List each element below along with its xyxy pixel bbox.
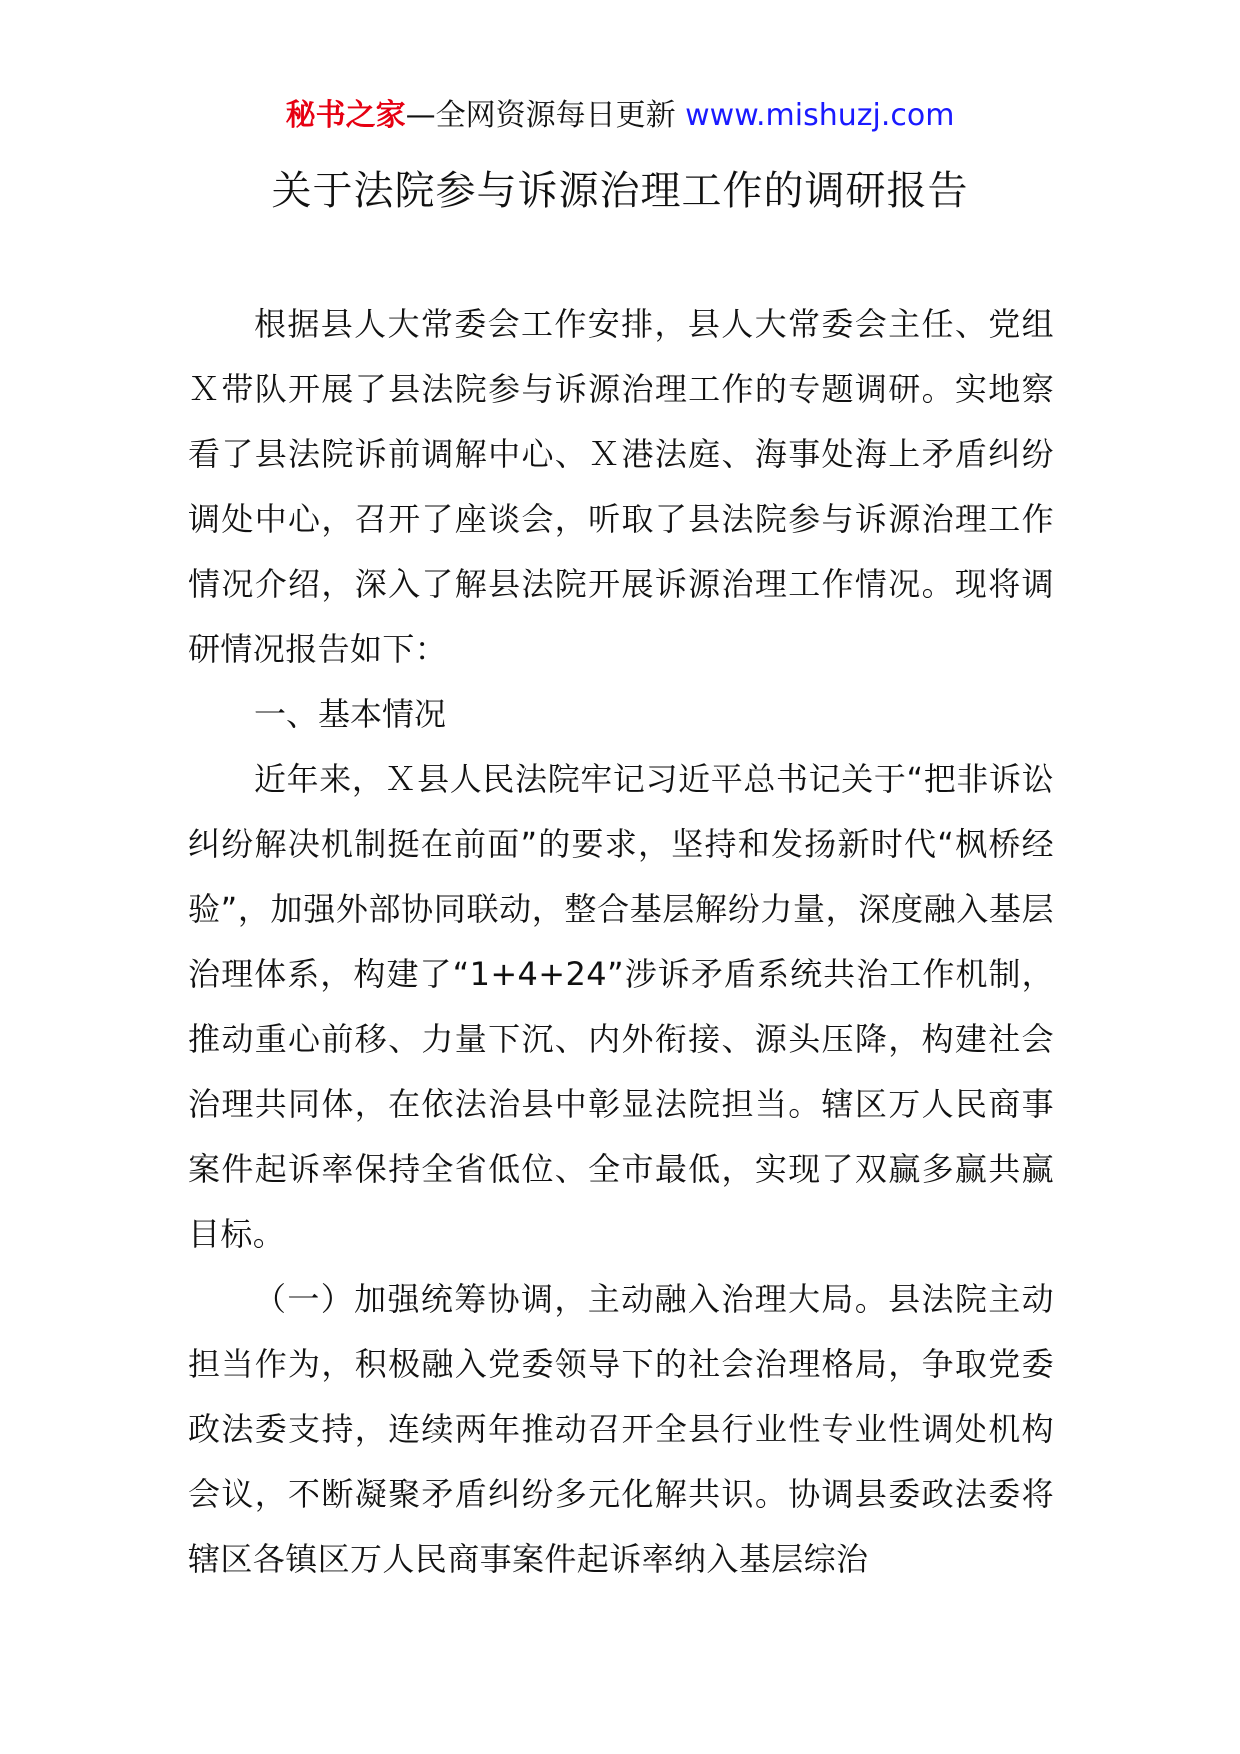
- site-brand: 秘书之家: [285, 98, 406, 133]
- overview-paragraph: 近年来，Ｘ县人民法院牢记习近平总书记关于“把非诉讼纠纷解决机制挺在前面”的要求，坚持和发扬新时代“枫桥经验”，加强外部协同联动，整合基层解纷力量，深度融入基层治理体系，构建了“1+4+24”涉诉矛盾系统共治工作机制，推动重心前移、力量下沉、内外衔接、源头压降，构建社会治理共同体，在依法治县中彰显法院担当。辖区万人民商事案件起诉率保持全省低位、全市最低，实现了双赢多赢共赢目标。: [188, 760, 1054, 1253]
- document-body: [188, 292, 1054, 1592]
- intro-paragraph: 根据县人大常委会工作安排，县人大常委会主任、党组Ｘ带队开展了县法院参与诉源治理工作的专题调研。实地察看了县法院诉前调解中心、Ｘ港法庭、海事处海上矛盾纠纷调处中心，召开了座谈会，听取了县法院参与诉源治理工作情况介绍，深入了解县法院开展诉源治理工作情况。现将调研情况报告如下：: [188, 305, 1054, 668]
- section-heading-basic: 一、基本情况: [254, 695, 447, 733]
- site-banner: [0, 96, 1240, 136]
- subsection-paragraph-1: （一）加强统筹协调，主动融入治理大局。县法院主动担当作为，积极融入党委领导下的社会治理格局，争取党委政法委支持，连续两年推动召开全县行业性专业性调处机构会议，不断凝聚矛盾纠纷多元化解共识。协调县委政法委将辖区各镇区万人民商事案件起诉率纳入基层综治: [188, 1280, 1054, 1578]
- document-title: 关于法院参与诉源治理工作的调研报告: [271, 168, 969, 214]
- site-tagline: —全网资源每日更新: [405, 98, 686, 133]
- site-url-link[interactable]: www.mishuzj.com: [685, 98, 955, 133]
